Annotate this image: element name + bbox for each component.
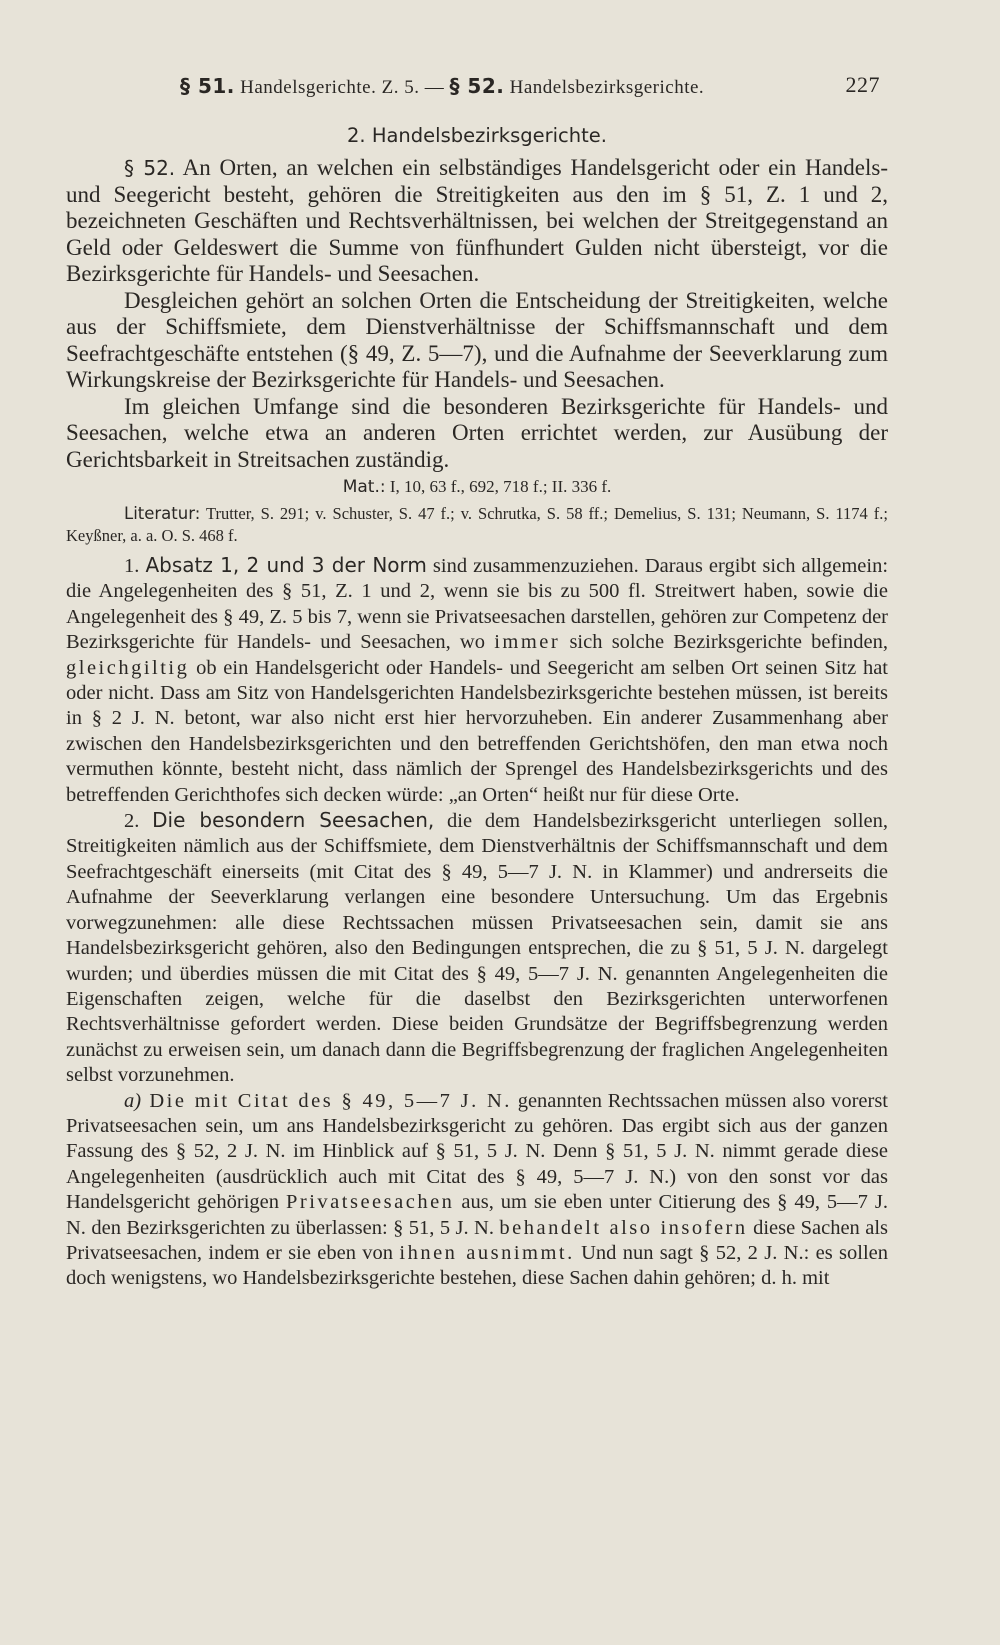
- note-2a-text-d: Und nun sagt § 52, 2 J. N.: es sollen doch wenigstens, wo Handelsbezirksgerichte bestehen, diese Sachen dahin gehören; d. h. mit: [66, 1241, 888, 1290]
- note-1-label: Absatz 1, 2 und 3 der Norm: [145, 553, 427, 577]
- statute-text: [66, 155, 888, 473]
- literature-reference: [66, 503, 888, 547]
- page-number: 227: [845, 72, 880, 97]
- statute-paragraph-2: Desgleichen gehört an solchen Orten die Entscheidung der Streitigkeiten, welche aus der Schiffsmiete, dem Dienstverhältnisse der Schiffsmannschaft und dem Seefrachtgeschäfte entstehen (§ 49, Z. 5—7), und die Aufnahme der Seeverklarung zum Wirkungskreise der Bezirksgerichte für Handels- und Seesachen.: [66, 287, 888, 392]
- running-head-text-2: Handelsbezirksgerichte.: [504, 77, 705, 98]
- running-head-text-1: Handelsgerichte. Z. 5. —: [234, 77, 450, 98]
- statute-section-label: § 52.: [124, 156, 176, 180]
- note-1-emphasis-1: immer: [494, 631, 561, 654]
- note-2a-text-c: diese Sachen als Privatseesachen, indem er sie eben von: [66, 1216, 889, 1264]
- note-1-number: 1.: [124, 555, 140, 577]
- section-heading: 2. Handelsbezirksgerichte.: [347, 124, 607, 147]
- running-head-title: [180, 74, 704, 99]
- running-head: [180, 74, 880, 104]
- commentary: [66, 553, 888, 1292]
- materials-reference: [66, 477, 888, 497]
- statute-paragraph-3: Im gleichen Umfange sind die besonderen Bezirksgerichte für Handels- und Seesachen, welche etwa an anderen Orten errichtet werden, zur Ausübung der Gerichtsbarkeit in Streitsachen zuständig.: [66, 393, 888, 472]
- running-head-section-51: § 51.: [180, 74, 235, 98]
- statute-paragraph-1-text: An Orten, an welchen ein selbständiges Handelsgericht oder ein Handels- und Seegericht besteht, gehören die Streitigkeiten aus den im § 51, Z. 1 und 2, bezeichneten Geschäften und Rechtsverhältnissen, bei welchen der Streitgegenstand an Geld oder Geldeswert die Summe von fünfhundert Gulden nicht übersteigt, vor die Bezirksgerichte für Handels- und Seesachen.: [66, 155, 888, 286]
- note-2-text: die dem Handelsbezirksgericht unterliegen sollen, Streitigkeiten nämlich aus der Schiffsmiete, dem Dienstverhältnis der Schiffsmannschaft und dem Seefrachtgeschäft einerseits (mit Citat des § 49, 5—7 J. N. in Klammer) und andrerseits die Aufnahme der Seeverklarung verlangen eine besondere Untersuchung. Um das Ergebnis vorwegzunehmen: alle diese Rechtssachen müssen Privatseesachen sein, damit sie ans Handelsbezirksgericht gehören, also den Bedingungen entsprechen, die zu § 51, 5 J. N. dargelegt wurden; und überdies müssen die mit Citat des § 49, 5—7 J. N. genannten Angelegenheiten die Eigenschaften zeigen, welche für die daselbst den Bezirksgerichten unterworfenen Rechtsverhältnisse gefordert werden. Diese beiden Grundsätze der Begriffsbegrenzung werden zunächst zu erweisen sein, um danach dann die Begriffsbegrenzung der fraglichen Angelegenheiten selbst vorzunehmen.: [66, 810, 888, 1087]
- note-2-number: 2.: [124, 810, 140, 833]
- note-2a-emphasis-1: Die mit Citat des § 49, 5—7 J. N.: [141, 1089, 512, 1112]
- note-2a-text-a: genannten Rechtssachen müssen also vorerst Privatseesachen sein, um ans Handelsbezirksgericht zu gehören. Das ergibt sich aus der ganzen Fassung des § 52, 2 J. N. im Hinblick auf § 51, 5 J. N. Denn § 51, 5 J. N. nimmt gerade diese Angelegenheiten (ausdrücklich auch mit Citat des § 49, 5—7 J. N.) von den sonst vor das Handelsgericht gehörigen: [66, 1089, 888, 1214]
- note-1-text-a: sind zusammenzuziehen. Daraus ergibt sich allgemein: die Angelegenheiten des § 51, Z. 1 und 2, wenn sie bis zu 500 fl. Streitwert haben, sowie die Angelegenheit des § 49, Z. 5 bis 7, wenn sie Privatseesachen darstellen, gehören zur Competenz der Bezirksgerichte für Handels- und Seesachen, wo: [66, 555, 889, 654]
- running-head-section-52: § 52.: [449, 74, 505, 98]
- note-1-text-b: sich solche Bezirksgerichte befinden,: [560, 631, 888, 654]
- statute-paragraph-1: [66, 155, 888, 288]
- note-2-label: Die besondern Seesachen,: [152, 808, 435, 833]
- note-2a-emphasis-3: behandelt also insofern: [499, 1216, 748, 1239]
- note-2a-emphasis-2: Privatseesachen: [286, 1191, 455, 1214]
- commentary-note-2: [66, 808, 888, 1088]
- note-2a-label: a): [124, 1089, 142, 1112]
- materials-label: Mat.:: [342, 477, 386, 497]
- literature-label: Literatur:: [124, 504, 201, 523]
- note-2a-text-b: aus, um sie eben unter Citierung des § 49, 5—7 J. N. den Bezirksgerichten zu überlassen: § 51, 5 J. N.: [66, 1191, 889, 1239]
- note-1-emphasis-2: gleichgiltig: [66, 656, 190, 679]
- literature-text: Trutter, S. 291; v. Schuster, S. 47 f.; v. Schrutka, S. 58 ff.; Demelius, S. 131; Neumann, S. 1174 f.; Keyßner, a. a. O. S. 468 f.: [66, 504, 888, 545]
- materials-text: I, 10, 63 f., 692, 718 f.; II. 336 f.: [385, 477, 612, 496]
- commentary-note-1: [66, 553, 888, 808]
- note-1-text-c: ob ein Handelsgericht oder Handels- und Seegericht am selben Ort seinen Sitz hat oder nicht. Dass am Sitz von Handelsgerichten Handelsbezirksgerichte bestehen müssen, ist bereits in § 2 J. N. betont, war also nicht erst hier hervorzuheben. Ein anderer Zusammenhang aber zwischen den Handelsbezirksgerichten und den betreffenden Gerichtshöfen, den man etwa noch vermuthen könnte, besteht nicht, dass nämlich der Sprengel des Handelsbezirksgerichts und des betreffenden Gerichthofes sich decken würde: „an Orten“ heißt nur für diese Orte.: [66, 656, 888, 806]
- commentary-note-2a: [66, 1089, 888, 1292]
- page-content: [66, 124, 888, 1292]
- note-2a-emphasis-4: ihnen ausnimmt.: [399, 1241, 575, 1264]
